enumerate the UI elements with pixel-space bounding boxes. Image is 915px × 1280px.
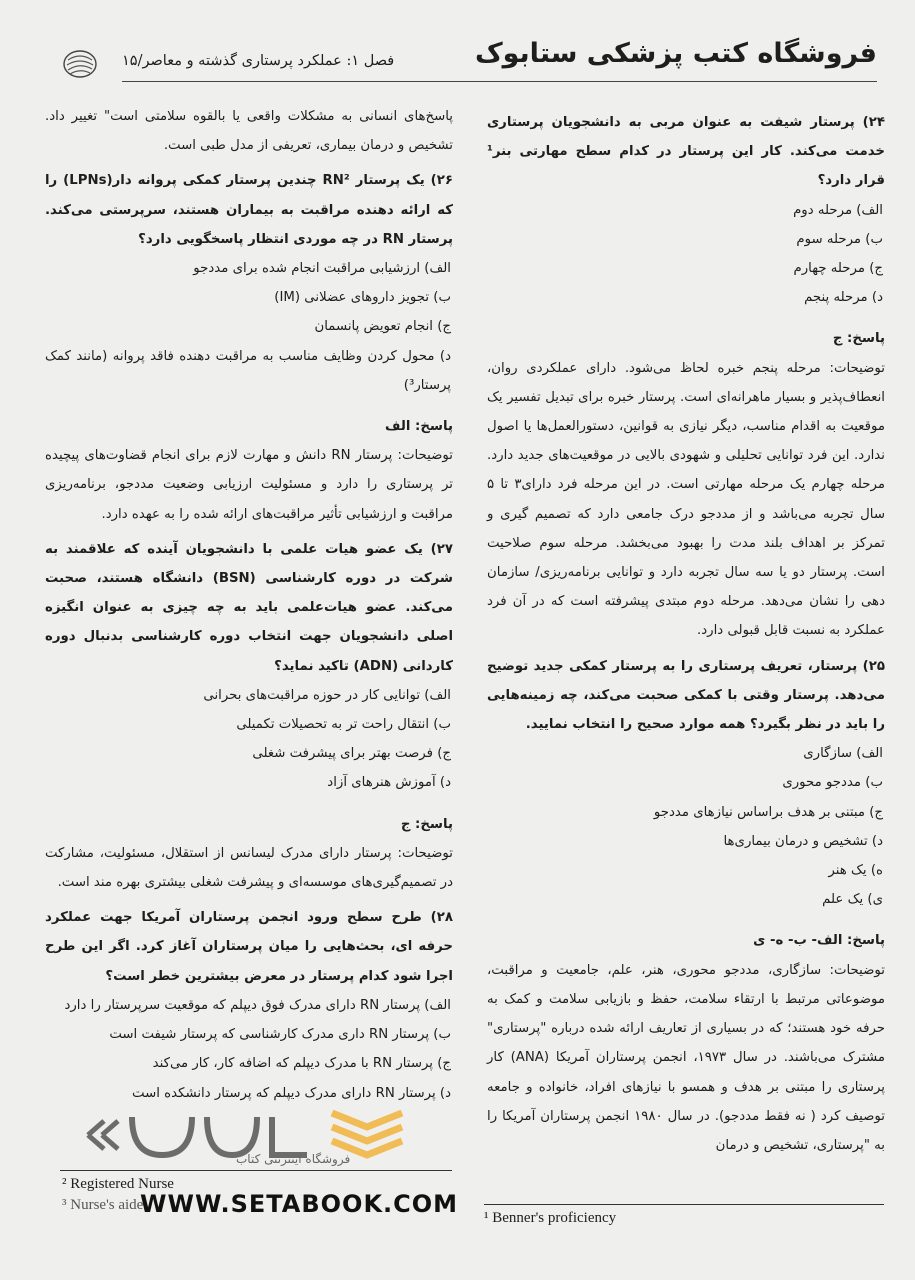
left-answer-option: الف) پرستار RN دارای مدرک فوق دیپلم که موقعیت سرپرستار را دارد: [64, 997, 451, 1013]
right-answer-option: ب) مددجو محوری: [782, 775, 883, 791]
left-question: ۲۸) طرح سطح ورود انجمن پرستاران آمریکا جهت عملکرد حرفه ای، بحث‌هایی را میان پرستاران آغاز کرد. اگر این طرح اجرا شود کدام پرستار در معرض بیشترین خطر است؟: [45, 910, 453, 984]
left-answer-option: الف) ارزشیابی مراقبت انجام شده برای مددجو: [193, 261, 451, 277]
left-answer-option: الف) توانایی کار در حوزه مراقبت‌های بحرانی: [203, 687, 451, 703]
right-question: ۲۴) پرستار شیفت به عنوان مربی به دانشجویان پرستاری خدمت می‌کند. کار این پرستار در کدام سطح مهارتی بنر¹ قرار دارد؟: [487, 115, 885, 189]
right-column: [487, 102, 885, 1160]
right-answer-option: ی) یک علم: [822, 892, 883, 908]
left-column: [45, 102, 453, 1108]
left-answer-option: د) محول کردن وظایف مناسب به مراقبت دهنده فاقد پروانه (مانند کمک پرستار³): [45, 348, 451, 393]
left-answer-option: ب) انتقال راحت تر به تحصیلات تکمیلی: [236, 717, 451, 733]
left-answer-option: ج) فرصت بهتر برای پیشرفت شغلی: [252, 746, 451, 762]
page-header: [62, 38, 877, 88]
right-question: ۲۵) پرستار، تعریف پرستاری را به پرستار کمکی جدید توضیح می‌دهد. پرستار وقتی با کمکی صحبت می‌کند، چه زمینه‌هایی را باید در نظر بگیرد؟ همه موارد صحیح را انتخاب نمایید.: [487, 658, 885, 733]
right-answer-option: الف) سازگاری: [803, 746, 883, 762]
left-explanation: توضیحات: پرستار RN دانش و مهارت لازم برای انجام قضاوت‌های پیچیده تر پرستاری را دارد و مسئولیت ارزیابی وضعیت مددجو، برنامه‌ریزی مراقبت و ارزشیابی تأثیر مراقبت‌های ارائه شده را به عهده دارد.: [45, 448, 453, 522]
shop-title: فروشگاه کتب پزشکی ستابوک: [474, 38, 877, 69]
left-answer-key: پاسخ: الف: [385, 419, 453, 435]
right-explanation: توضیحات: سازگاری، مددجو محوری، هنر، علم، جامعیت و مراقبت، موضوعاتی مرتبط با ارتقاء سلامت، حفظ و بازیابی سلامت و کمک به حرفه خود هستند؛ که در بسیاری از تعاریف ارائه شده درباره "پرستاری" مشترک می‌باشند. در سال ۱۹۷۳، انجمن پرستاران آمریکا (ANA) کار پرستاری را مبتنی بر هدف و همسو با نیازهای افراد، خانواده و جامعه توصیف کرد ( نه فقط مددجو). در سال ۱۹۸۰ انجمن پرستاران آمریکا را به "پرستاری، تشخیص و درمان: [487, 962, 886, 1153]
right-answer-option: الف) مرحله دوم: [793, 202, 883, 218]
right-answer-option: ب) مرحله سوم: [796, 231, 883, 247]
left-answer-option: د) آموزش هنرهای آزاد: [327, 775, 451, 791]
right-answer-option: ج) مبتنی بر هدف براساس نیازهای مددجو: [653, 804, 883, 820]
right-answer-key: پاسخ: الف- ب- ه- ی: [753, 933, 885, 949]
left-question: ۲۷) یک عضو هیات علمی با دانشجویان آینده که علاقمند به شرکت در دوره کارشناسی (BSN) دانشگاه هستند، صحبت می‌کند. عضو هیات‌علمی باید به چه چیزی به عنوان انگیزه اصلی دانشجویان جهت انتخاب دوره کارشناسی بدنبال دوره کاردانی (ADN) تاکید نماید؟: [45, 541, 454, 674]
chapter-line: فصل ۱: عملکرد پرستاری گذشته و معاصر/۱۵: [122, 53, 395, 69]
right-answer-key: پاسخ: ج: [832, 331, 885, 347]
left-answer-option: د) پرستار RN دارای مدرک دیپلم که پرستار دانشکده است: [132, 1085, 451, 1101]
left-answer-key: پاسخ: ج: [400, 816, 453, 832]
footnote-nurse-aide: ³ Nurse's aide: [62, 1197, 144, 1213]
right-explanation: توضیحات: مرحله پنجم خبره لحاظ می‌شود. دارای عملکردی روان، انعطاف‌پذیر و بسیار ماهرانه‌ای است. پرستار خبره برای تبدیل تفسیر یک موقعیت به اقدام مناسب، دیگر نیازی به قوانین، دستورالعمل‌ها یا اصول ندارد. این فرد توانایی تحلیلی و شهودی بالایی در موقعیت‌های جدید دارد. مرحله چهارم یک مرحله مهارتی است. در این مرحله فرد دارای۳ تا ۵ سال تجربه می‌باشد و از مددجو درک جامعی دارد که تصمیم گیری و تمرکز بر اهداف بلند مدت را بهبود می‌بخشد. مرحله سوم صلاحیت است. پرستار دو یا سه سال تجربه دارد و توانایی برنامه‌ریزی/ سازمان دهی را نشان می‌دهد. مرحله دوم مبتدی پیشرفته است که در آن فرد عملکرد به نسبت قابل قبولی دارد.: [487, 360, 885, 639]
footnote-benner: ¹ Benner's proficiency: [484, 1210, 617, 1226]
left-answer-option: ب) پرستار RN داری مدرک کارشناسی که پرستار شیفت است: [109, 1027, 451, 1043]
right-answer-option: د) تشخیص و درمان بیماری‌ها: [723, 833, 883, 849]
right-answer-option: د) مرحله پنجم: [804, 290, 883, 306]
scribble-logo-icon: [62, 46, 98, 82]
left-answer-option: ج) انجام تعویض پانسمان: [314, 319, 451, 335]
right-answer-option: ه) یک هنر: [828, 863, 883, 879]
watermark-subtitle: فروشگاه اینترنتی کتاب: [236, 1152, 351, 1166]
left-question: ۲۶) یک پرستار RN² چندین پرستار کمکی پروانه دار(LPNs) را که ارائه دهنده مراقبت به بیماران هستند، سرپرستی می‌کند. پرستار RN در چه موردی انتظار پاسخگویی دارد؟: [45, 173, 453, 247]
left-explanation: توضیحات: پرستار دارای مدرک لیسانس از استقلال، مسئولیت، مشارکت در تصمیم‌گیری‌های موسسه‌ای و پیشرفت شغلی بیشتری بهره مند است.: [45, 845, 453, 891]
left-answer-option: ب) تجویز داروهای عضلانی (IM): [274, 290, 451, 306]
footnote-rule-right: [484, 1204, 884, 1205]
watermark-url[interactable]: WWW.SETABOOK.COM: [140, 1190, 459, 1218]
footnote-registered-nurse: ² Registered Nurse: [62, 1176, 174, 1192]
left-answer-option: ج) پرستار RN با مدرک دیپلم که اضافه کار، کار می‌کند: [152, 1056, 451, 1072]
left-explanation: پاسخ‌های انسانی به مشکلات واقعی یا بالقوه سلامتی است" تغییر داد. تشخیص و درمان بیماری، تعریفی از مدل طبی است.: [45, 109, 453, 154]
header-rule: [122, 81, 877, 82]
right-answer-option: ج) مرحله چهارم: [793, 261, 883, 277]
